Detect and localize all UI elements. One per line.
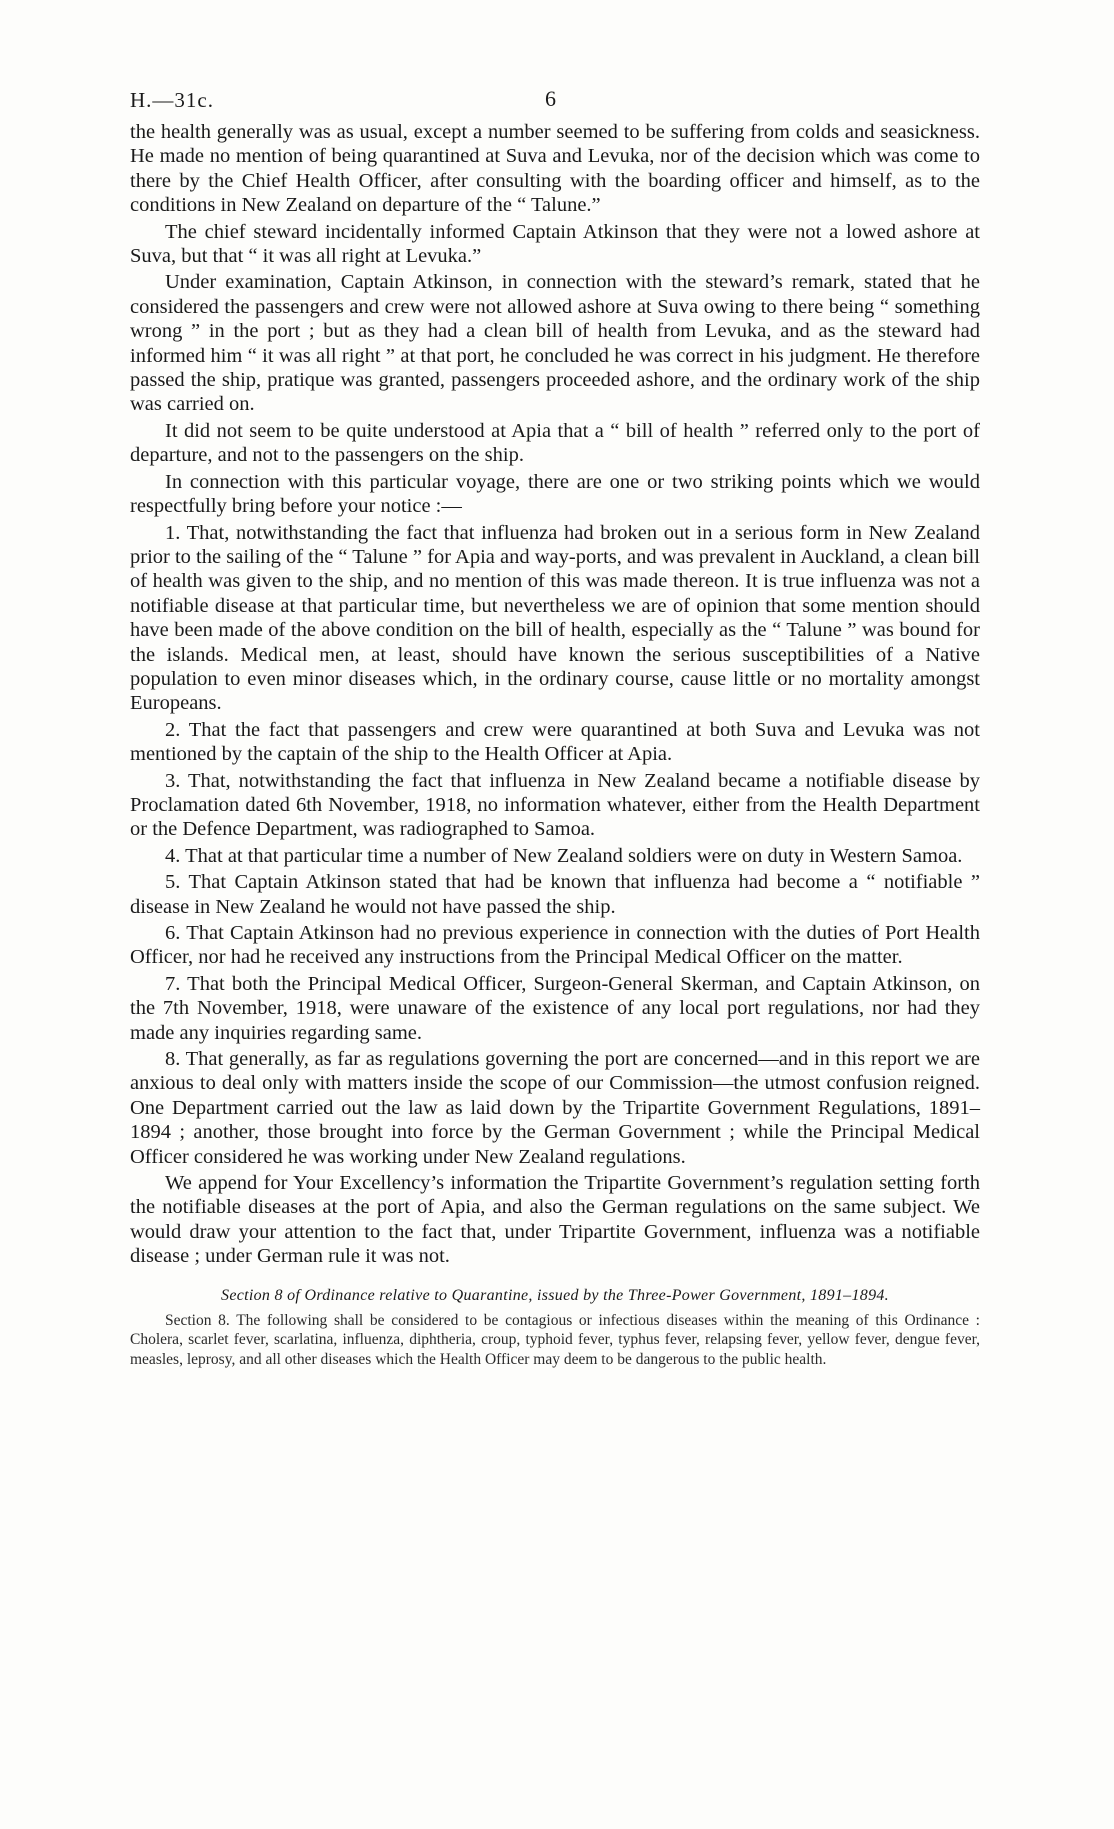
paragraph-bill-of-health: It did not seem to be quite understood at Apia that a “ bill of health ” referred only to the port of departure, and not to the passengers on the ship.	[130, 419, 980, 467]
point-7: 7. That both the Principal Medical Officer, Surgeon-General Skerman, and Captain Atkinson, on the 7th November, 1918, were unaware of the existence of any local port regulations, nor had they made any inquiries regarding same.	[130, 972, 980, 1044]
paragraph-chief-steward: The chief steward incidentally informed Captain Atkinson that they were not a lowed ashore at Suva, but that “ it was all right at Levuka.”	[130, 220, 980, 268]
paragraph-examination: Under examination, Captain Atkinson, in connection with the steward’s remark, stated that he considered the passengers and crew were not allowed ashore at Suva owing to there being “ something wrong ” in the port ; but as they had a clean bill of health from Levuka, and as the steward had informed him “ it was all right ” at that port, he concluded he was correct in his judgment. He therefore passed the ship, pratique was granted, passengers proceeded ashore, and the ordinary work of the ship was carried on.	[130, 271, 980, 416]
paragraph-continuation: the health generally was as usual, except a number seemed to be suffering from colds and seasickness. He made no mention of being quarantined at Suva and Levuka, nor of the decision which was come to there by the Chief Health Officer, after consulting with the boarding officer and himself, as to the conditions in New Zealand on departure of the “ Talune.”	[130, 121, 980, 217]
point-8: 8. That generally, as far as regulations governing the port are concerned—and in this report we are anxious to deal only with matters inside the scope of our Commission—the utmost confusion reigned. One Department carried out the law as laid down by the Tripartite Government Regulations, 1891–1894 ; another, those brought into force by the German Government ; while the Principal Medical Officer considered he was working under New Zealand regulations.	[130, 1048, 980, 1168]
page-header	[130, 80, 980, 120]
point-1: 1. That, notwithstanding the fact that influenza had broken out in a serious form in New Zealand prior to the sailing of the “ Talune ” for Apia and way-ports, and was prevalent in Auckland, a clean bill of health was given to the ship, and no mention of this was made thereon. It is true influenza was not a notifiable disease at that particular time, but nevertheless we are of opinion that some mention should have been made of the above condition on the bill of health, especially as the “ Talune ” was bound for the islands. Medical men, at least, should have known the serious susceptibilities of a Native population to even minor diseases which, in the ordinary course, cause little or no mortality amongst Europeans.	[130, 521, 980, 715]
point-4: 4. That at that particular time a number of New Zealand soldiers were on duty in Western Samoa.	[165, 844, 963, 867]
ordinance-title: Section 8 of Ordinance relative to Quarantine, issued by the Three-Power Government, 1891–1894.	[221, 1286, 889, 1304]
point-2: 2. That the fact that passengers and crew were quarantined at both Suva and Levuka was not mentioned by the captain of the ship to the Health Officer at Apia.	[130, 718, 980, 766]
ordinance-text: Section 8. The following shall be considered to be contagious or infectious diseases within the meaning of this Ordinance : Cholera, scarlet fever, scarlatina, influenza, diphtheria, croup, typhoid fever, typhus fever, relapsing fever, yellow fever, dengue fever, measles, leprosy, and all other diseases which the Health Officer may deem to be dangerous to the public health.	[130, 1311, 980, 1368]
ordinance-excerpt	[130, 1287, 980, 1370]
point-6: 6. That Captain Atkinson had no previous experience in connection with the duties of Port Health Officer, nor had he received any instructions from the Principal Medical Officer on the matter.	[130, 922, 980, 969]
report-body	[130, 120, 980, 1269]
paragraph-append-regulations: We append for Your Excellency’s information the Tripartite Government’s regulation setting forth the notifiable diseases at the port of Apia, and also the German regulations on the same subject. We would draw your attention to the fact that, under Tripartite Government, influenza was a notifiable disease ; under German rule it was not.	[130, 1172, 980, 1268]
point-5: 5. That Captain Atkinson stated that had be known that influenza had become a “ notifiable ” disease in New Zealand he would not have passed the ship.	[130, 871, 980, 918]
paragraph-striking-points: In connection with this particular voyage, there are one or two striking points which we would respectfully bring before your notice :—	[130, 470, 980, 518]
point-3: 3. That, notwithstanding the fact that influenza in New Zealand became a notifiable disease by Proclamation dated 6th November, 1918, no information whatever, either from the Health Department or the Defence Department, was radiographed to Samoa.	[130, 769, 980, 841]
document-reference: H.—31c.	[130, 88, 214, 112]
document-page	[130, 80, 980, 1369]
page-number: 6	[545, 86, 557, 111]
